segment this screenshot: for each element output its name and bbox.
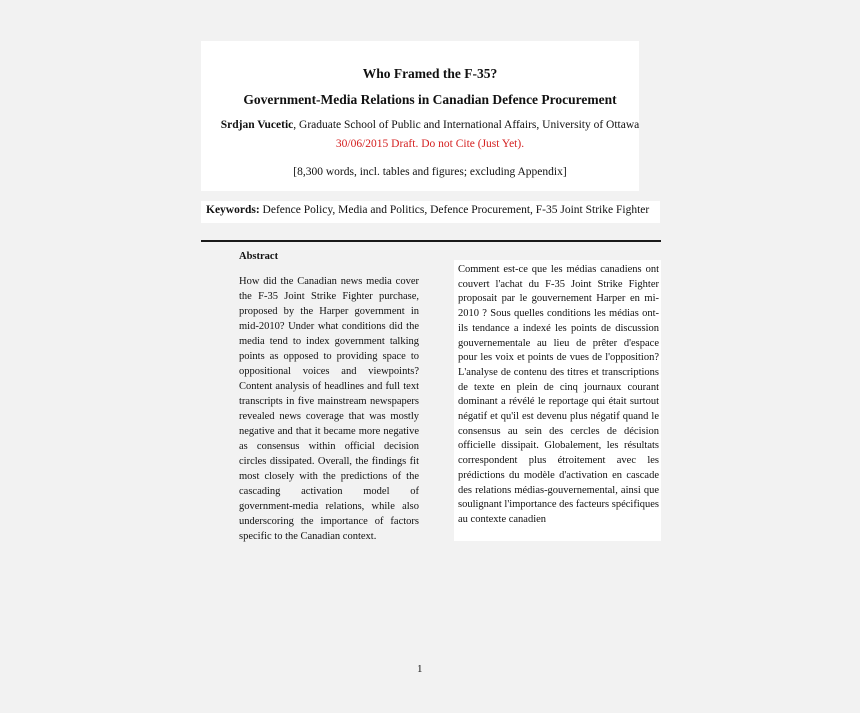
section-rule xyxy=(201,240,661,242)
abstract-english xyxy=(239,274,419,544)
abstract-english-text: How did the Canadian news media cover the F-35 Joint Strike Fighter purchase, proposed by the Harper government in mid-2010? Under what conditions did the media tend to index government talking points as opposed to providing space to oppositional voices and viewpoints? Content analysis of headlines and full text transcripts in five mainstream newspapers revealed news coverage that was mostly negative and that it became more negative as consensus within official decision circles dissipated. Overall, the findings fit most closely with the predictions of the cascading activation model of government-media relations, while also underscoring the importance of factors specific to the Canadian context. xyxy=(239,276,419,542)
keywords-line xyxy=(206,204,649,216)
author-affiliation: , Graduate School of Public and International Affairs, University of Ottawa xyxy=(293,119,640,131)
paper-title: Who Framed the F-35? xyxy=(362,66,498,81)
author-name: Srdjan Vucetic xyxy=(220,119,294,131)
keywords-text: Defence Policy, Media and Politics, Defence Procurement, F-35 Joint Strike Fighter xyxy=(259,204,650,216)
draft-note: 30/06/2015 Draft. Do not Cite (Just Yet). xyxy=(335,138,525,150)
abstract-heading: Abstract xyxy=(239,251,279,262)
page-number: 1 xyxy=(417,663,423,675)
word-count: [8,300 words, incl. tables and figures; excluding Appendix] xyxy=(293,166,567,178)
author-line xyxy=(0,119,860,131)
keywords-label: Keywords: xyxy=(206,204,260,216)
abstract-french xyxy=(458,263,659,528)
paper-subtitle: Government-Media Relations in Canadian Defence Procurement xyxy=(243,92,617,107)
abstract-french-text: Comment est-ce que les médias canadiens ont couvert l'achat du F-35 Joint Strike Fighter proposait par le gouvernement Harper en mi-2010 ? Sous quelles conditions les médias ont-ils tendance a indexé les points de discussion gouvernementale au lieu de prêter d'espace pour les voix et points de vues de l'opposition? L'analyse de contenu des titres et transcriptions de texte en plein de cinq journaux courant dominant a révélé le reportage qui était surtout négatif et qu'il est devenu plus négatif quand le consensus au sein des cercles de décision officielle dissipait. Globalement, les résultats correspondent plus étroitement avec les prédictions du modèle d'activation en cascade des relations médias-gouvernemental, ainsi que soulignant l'importance des facteurs spécifiques au contexte canadien xyxy=(458,264,659,525)
